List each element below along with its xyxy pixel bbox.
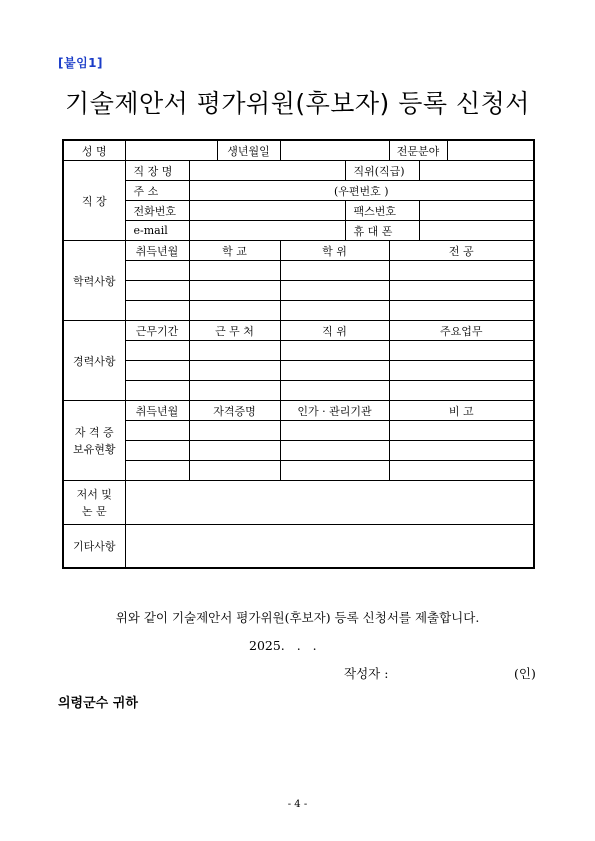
education-col-major: 전 공 <box>389 241 534 261</box>
birth-date-label: 생년월일 <box>217 140 280 161</box>
license-cell[interactable] <box>280 461 389 481</box>
publications-label <box>63 481 125 525</box>
email-label: e-mail <box>125 221 189 241</box>
career-cell[interactable] <box>389 381 534 401</box>
career-cell[interactable] <box>125 341 189 361</box>
license-col-remarks: 비 고 <box>389 401 534 421</box>
field-label: 전문분야 <box>389 140 447 161</box>
mobile-input[interactable] <box>419 221 534 241</box>
table-row <box>63 441 534 461</box>
field-input[interactable] <box>447 140 534 161</box>
education-col-degree: 학 위 <box>280 241 389 261</box>
document-title: 기술제안서 평가위원(후보자) 등록 신청서 <box>65 89 530 118</box>
mobile-label: 휴 대 폰 <box>345 221 419 241</box>
license-cell[interactable] <box>125 421 189 441</box>
education-col-school: 학 교 <box>189 241 280 261</box>
basic-info-row <box>63 140 534 161</box>
license-header-row <box>63 401 534 421</box>
career-cell[interactable] <box>389 341 534 361</box>
education-cell[interactable] <box>189 261 280 281</box>
license-col-name: 자격증명 <box>189 401 280 421</box>
career-cell[interactable] <box>280 361 389 381</box>
education-cell[interactable] <box>189 301 280 321</box>
education-cell[interactable] <box>280 261 389 281</box>
education-cell[interactable] <box>389 301 534 321</box>
career-cell[interactable] <box>280 341 389 361</box>
career-cell[interactable] <box>125 361 189 381</box>
publications-input[interactable] <box>125 481 534 525</box>
career-cell[interactable] <box>280 381 389 401</box>
workplace-label: 직 장 <box>63 161 125 241</box>
license-cell[interactable] <box>125 441 189 461</box>
license-label-line2: 보유현황 <box>72 442 116 456</box>
career-col-position: 직 위 <box>280 321 389 341</box>
submission-statement: 위와 같이 기술제안서 평가위원(후보자) 등록 신청서를 제출합니다. <box>115 610 480 625</box>
career-col-workplace: 근 무 처 <box>189 321 280 341</box>
education-cell[interactable] <box>389 281 534 301</box>
page-number: - 4 - <box>287 799 308 810</box>
company-label: 직 장 명 <box>125 161 189 181</box>
position-input[interactable] <box>419 161 534 181</box>
education-cell[interactable] <box>389 261 534 281</box>
education-cell[interactable] <box>125 301 189 321</box>
license-cell[interactable] <box>189 461 280 481</box>
license-cell[interactable] <box>389 461 534 481</box>
career-cell[interactable] <box>189 341 280 361</box>
license-cell[interactable] <box>389 441 534 461</box>
license-col-authority: 인가 · 관리기관 <box>280 401 389 421</box>
submission-date: 2025. . . <box>249 638 317 653</box>
table-row <box>63 361 534 381</box>
name-label: 성 명 <box>63 140 125 161</box>
phone-label: 전화번호 <box>125 201 189 221</box>
birth-date-input[interactable] <box>280 140 389 161</box>
license-label <box>63 401 125 481</box>
writer-label: 작성자 : <box>344 666 389 681</box>
table-row <box>63 461 534 481</box>
other-row <box>63 525 534 569</box>
company-input[interactable] <box>189 161 345 181</box>
attachment-label: [붙임1] <box>58 56 104 70</box>
license-col-date: 취득년월 <box>125 401 189 421</box>
publications-row <box>63 481 534 525</box>
recipient: 의령군수 귀하 <box>58 696 138 711</box>
table-row <box>63 341 534 361</box>
license-cell[interactable] <box>280 441 389 461</box>
career-cell[interactable] <box>189 381 280 401</box>
table-row <box>63 261 534 281</box>
publications-label-line2: 논 문 <box>81 504 107 518</box>
license-cell[interactable] <box>125 461 189 481</box>
education-col-date: 취득년월 <box>125 241 189 261</box>
career-header-row <box>63 321 534 341</box>
education-cell[interactable] <box>189 281 280 301</box>
publications-label-line1: 저서 및 <box>76 487 112 501</box>
table-row <box>63 301 534 321</box>
fax-input[interactable] <box>419 201 534 221</box>
license-cell[interactable] <box>189 441 280 461</box>
other-input[interactable] <box>125 525 534 569</box>
education-cell[interactable] <box>125 281 189 301</box>
table-row <box>63 421 534 441</box>
education-header-row <box>63 241 534 261</box>
workplace-row-2 <box>63 181 534 201</box>
seal-mark: (인) <box>514 666 536 681</box>
address-label: 주 소 <box>125 181 189 201</box>
phone-input[interactable] <box>189 201 345 221</box>
career-cell[interactable] <box>125 381 189 401</box>
workplace-row-1 <box>63 161 534 181</box>
table-row <box>63 281 534 301</box>
career-col-duties: 주요업무 <box>389 321 534 341</box>
license-cell[interactable] <box>280 421 389 441</box>
license-cell[interactable] <box>389 421 534 441</box>
workplace-row-3 <box>63 201 534 221</box>
career-cell[interactable] <box>189 361 280 381</box>
career-cell[interactable] <box>389 361 534 381</box>
other-label: 기타사항 <box>63 525 125 569</box>
career-label: 경력사항 <box>63 321 125 401</box>
license-cell[interactable] <box>189 421 280 441</box>
table-row <box>63 381 534 401</box>
license-label-line1: 자 격 증 <box>74 425 114 439</box>
education-label: 학력사항 <box>63 241 125 321</box>
email-input[interactable] <box>189 221 345 241</box>
address-input[interactable]: (우편번호 ) <box>189 181 534 201</box>
name-input[interactable] <box>125 140 217 161</box>
education-cell[interactable] <box>280 281 389 301</box>
education-cell[interactable] <box>125 261 189 281</box>
education-cell[interactable] <box>280 301 389 321</box>
workplace-row-4 <box>63 221 534 241</box>
position-label: 직위(직급) <box>345 161 419 181</box>
fax-label: 팩스번호 <box>345 201 419 221</box>
application-form-table <box>62 139 535 569</box>
career-col-period: 근무기간 <box>125 321 189 341</box>
